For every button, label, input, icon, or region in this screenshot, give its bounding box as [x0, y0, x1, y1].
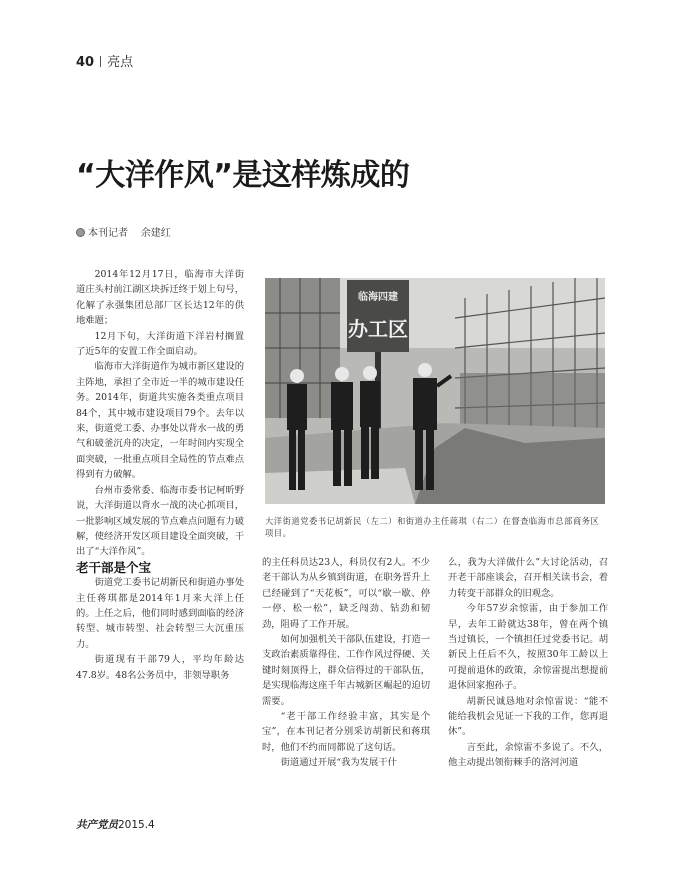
paragraph: 街道党工委书记胡新民和街道办事处主任蒋琪都是2014年1月来大洋上任的。上任之后，他们同时感到面临的经济转型、城市转型、社会转型三大沉重压力。	[76, 577, 244, 650]
page-footer	[76, 817, 155, 832]
paragraph: 台州市委常委、临海市委书记柯昕野说，大洋街道以背水一战的决心抓项目，一批影响区域发展的节点难点问题有力破解，使经济开发区项目建设全面突破，干出了“大洋作风”。	[76, 484, 244, 558]
section-subheading: 老干部是个宝	[76, 559, 152, 575]
paragraph: 今年57岁余惊雷，由于参加工作早，去年工龄就达38年，曾在两个镇当过镇长，一个镇担任过党委书记。胡新民上任后不久，按照30年工龄以上可提前退休的政策，余惊雷提出想提前退休回家抱孙子。	[448, 603, 608, 692]
paragraph: 12月下旬，大洋街道下洋岩村搁置了近5年的安置工作全面启动。	[76, 330, 244, 358]
article-title: “大洋作风”是这样炼成的	[76, 158, 410, 193]
paragraph: 的主任科员达23人，科员仅有2人。不少老干部认为从乡镇到街道，在职务晋升上已经碰到了“天花板”，可以“歇一歇、停一停、松一松”，缺乏闯劲、钻劲和韧劲，阻碍了工作开展。	[262, 557, 430, 630]
photo-caption: 大洋街道党委书记胡新民（左二）和街道办主任蒋琪（右二）在督查临海市总部商务区项目。	[265, 516, 600, 538]
section-label: 亮点	[107, 55, 134, 70]
byline-bullet-icon	[76, 228, 85, 237]
byline-label: 本刊记者	[88, 228, 128, 239]
sign-text-1: 临海四建	[358, 292, 398, 303]
text-column-3	[448, 555, 608, 771]
sign-text-2: 办工区	[348, 317, 408, 341]
paragraph: 临海市大洋街道作为城市新区建设的主阵地，承担了全市近一半的城市建设任务。2014年，街道共实施各类重点项目84个，其中城市建设项目79个。去年以来，街道党工委、办事处以背水一战的勇气和破釜沉舟的决定，一年时间内实现全面突破，一批重点项目全局性的节点难点得到有力破解。	[76, 361, 244, 481]
byline	[76, 224, 171, 239]
paragraph: 2014年12月17日，临海市大洋街道庄头村前江湖区块拆迁终于划上句号，化解了永强集团总部厂区长达12年的供地难题；	[76, 269, 244, 327]
paragraph: 街道现有干部79人，平均年龄达47.8岁。48名公务员中，非领导职务	[76, 654, 244, 681]
page-number: 40	[76, 55, 95, 70]
header-divider	[100, 56, 101, 67]
paragraph: 如何加强机关干部队伍建设，打造一支政治素质靠得住、工作作风过得硬、关键时刻顶得上，群众信得过的干部队伍，是实现临海这座千年古城新区崛起的迫切需要。	[262, 634, 430, 707]
issue-number: 2015.4	[118, 819, 155, 831]
paragraph: 言至此，余惊雷不多说了。不久，他主动提出领衔棘手的洛河河道	[448, 741, 608, 769]
paragraph: 胡新民诚恳地对余惊雷说：“能不能给我机会见证一下我的工作，您再退休”。	[448, 695, 608, 738]
magazine-logo: 共产党员	[76, 819, 118, 831]
paragraph: “老干部工作经验丰富，其实是个宝”，在本刊记者分别采访胡新民和蒋琪时，他们不约而同都说了这句话。	[262, 711, 430, 753]
article-photo	[265, 278, 605, 504]
text-column-2	[262, 555, 430, 771]
page-header	[76, 51, 133, 70]
photo-illustration	[265, 278, 605, 504]
paragraph: 街道通过开展“我为发展干什	[280, 757, 397, 769]
byline-author: 余建红	[140, 228, 171, 239]
text-column-1	[76, 267, 244, 683]
paragraph: 么，我为大洋做什么”大讨论活动，召开老干部座谈会，召开相关读书会，着力转变干部群众的旧观念。	[448, 557, 608, 599]
